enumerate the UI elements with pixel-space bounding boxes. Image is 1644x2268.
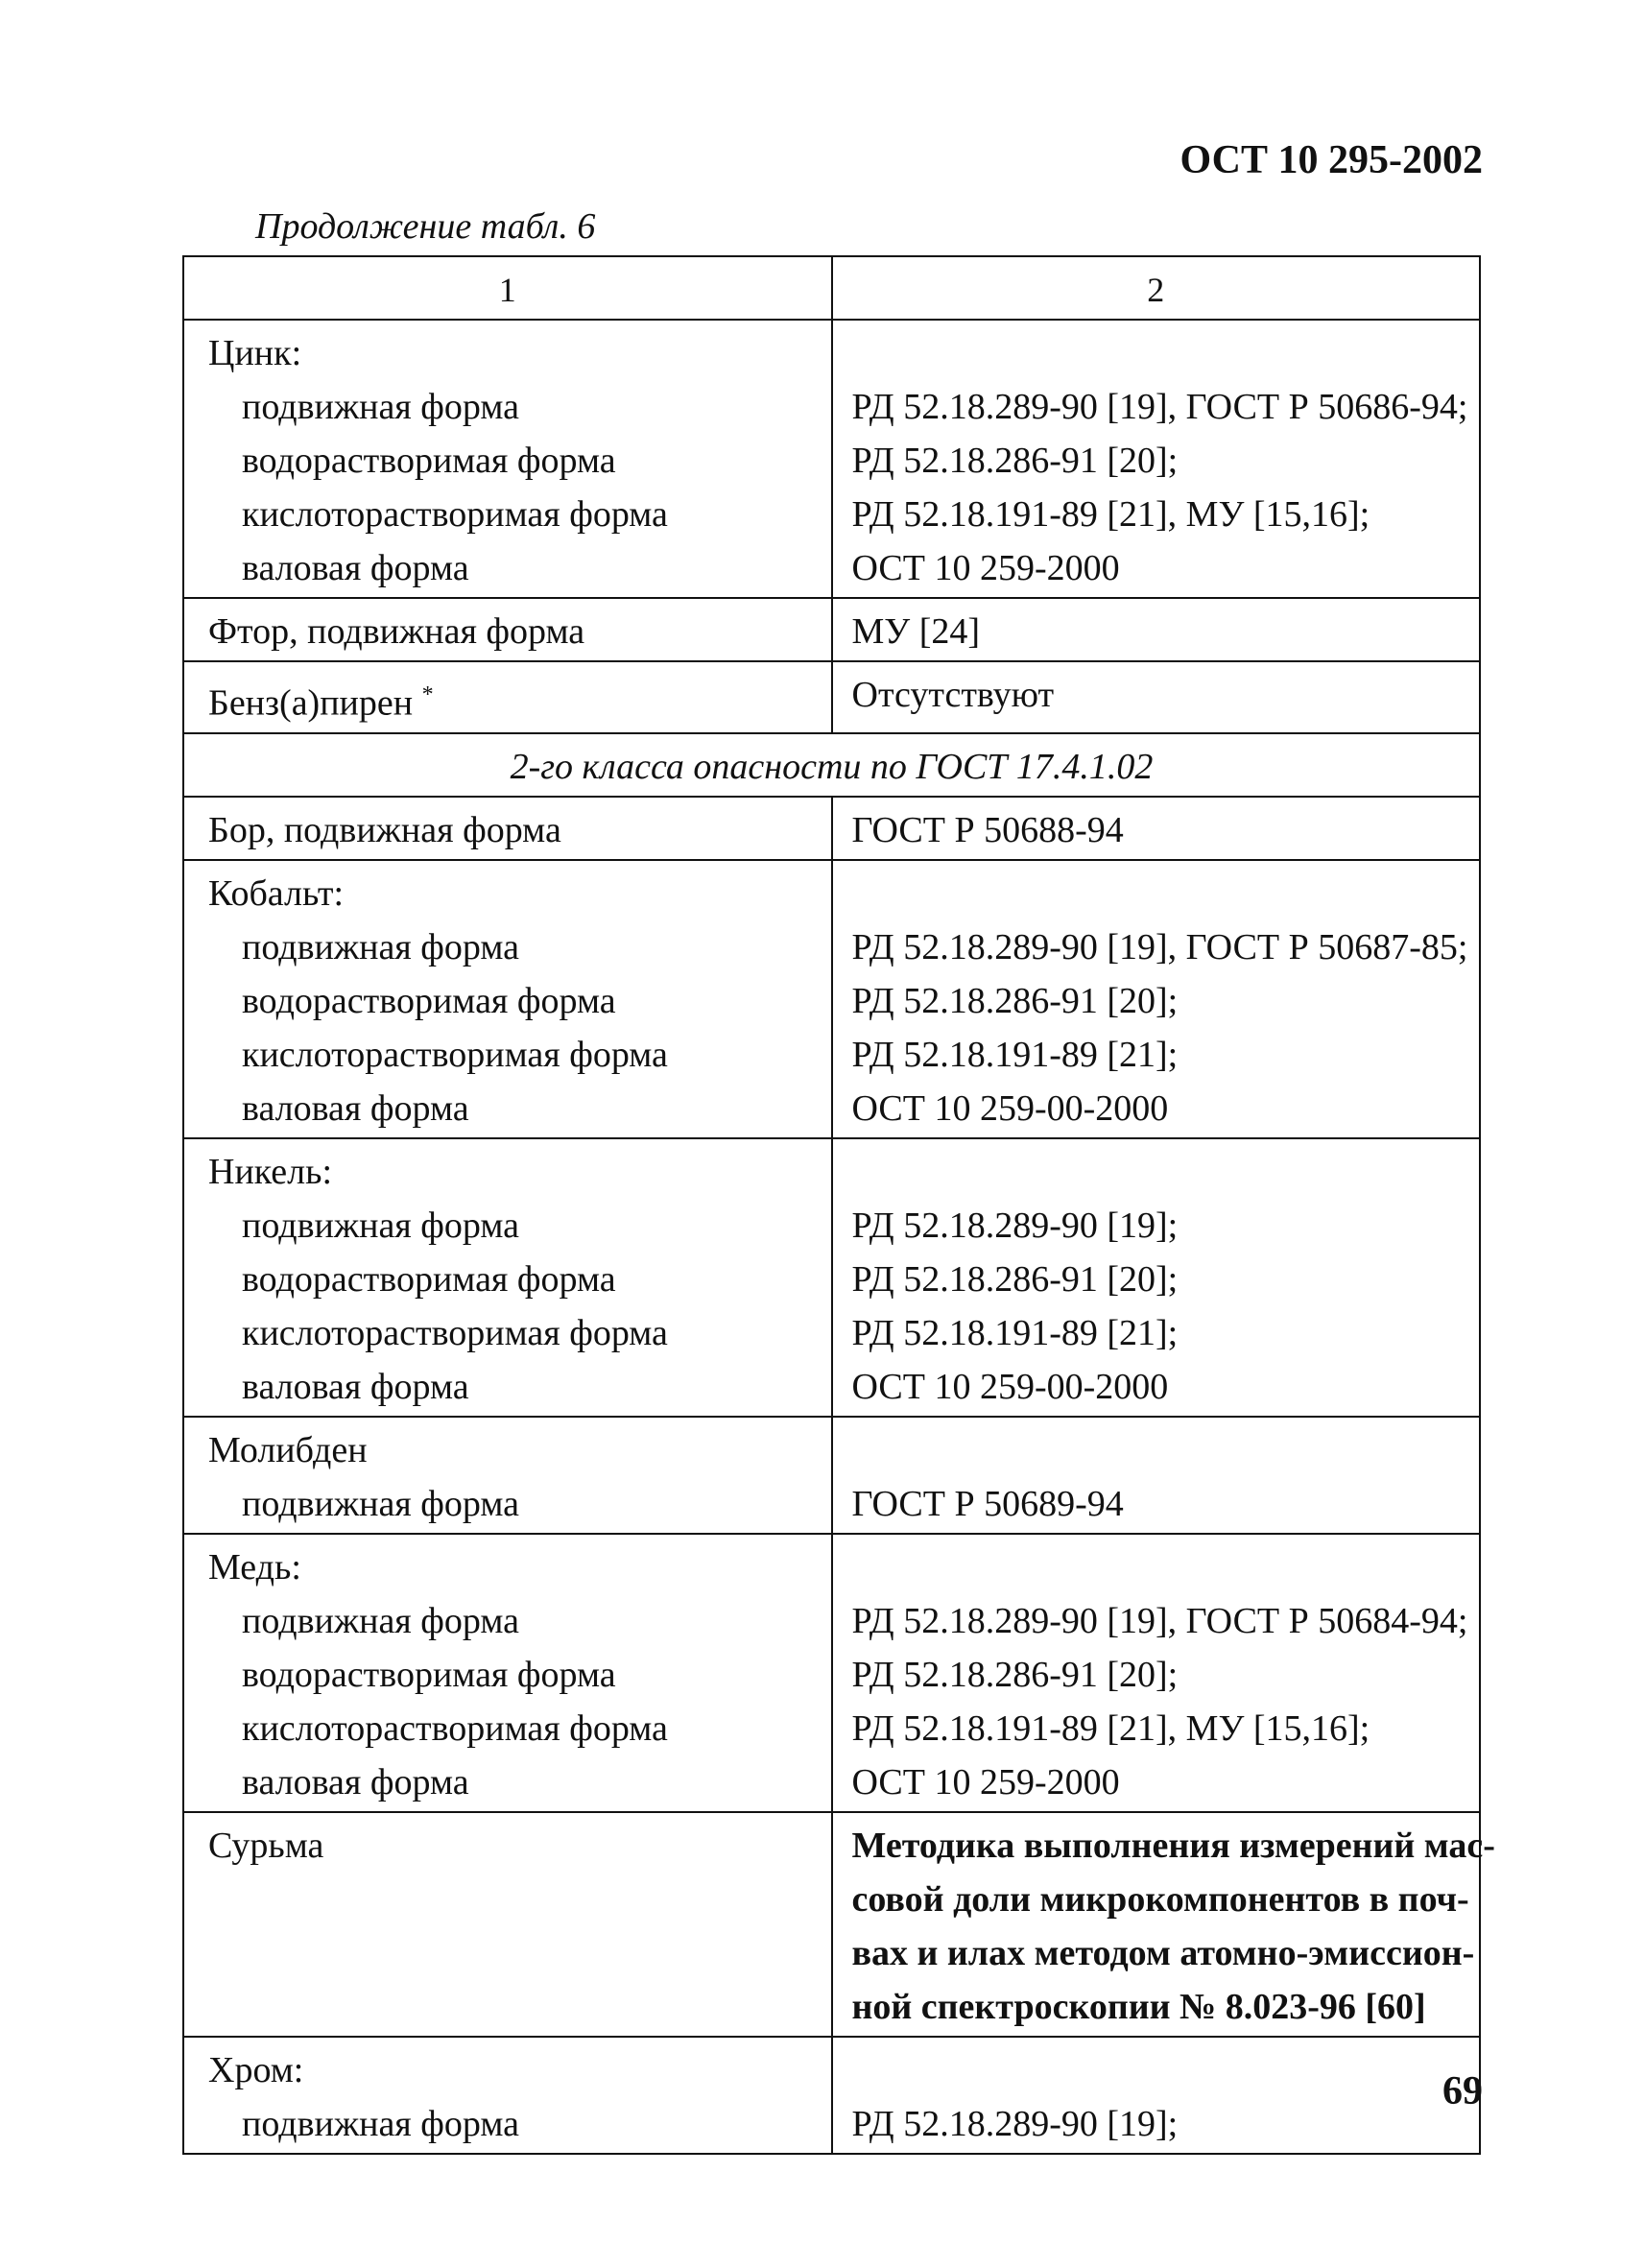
method-text: ОСТ 10 259-2000 (851, 1761, 1120, 1802)
table-row-cobalt (183, 860, 1480, 1138)
form-label: кислоторастворимая форма (242, 1034, 668, 1075)
method-text: РД 52.18.289-90 [19]; (851, 1205, 1179, 1246)
element-name: Бор, подвижная форма (183, 797, 832, 860)
method-text: Отсутствуют (832, 661, 1481, 733)
form-label: кислоторастворимая форма (242, 1707, 668, 1749)
form-label: водорастворимая форма (242, 1654, 616, 1695)
table-row-fluorine (183, 598, 1480, 661)
element-name: Цинк: (208, 333, 302, 373)
method-text: РД 52.18.289-90 [19]; (851, 2103, 1179, 2144)
form-label: валовая форма (242, 1087, 469, 1129)
method-text: вах и илах методом атомно-эмиссион- (851, 1932, 1475, 1973)
method-text: РД 52.18.286-91 [20]; (851, 441, 1179, 481)
methods-table (182, 255, 1495, 2155)
element-cell (183, 2037, 832, 2154)
method-text: ОСТ 10 259-00-2000 (851, 1087, 1169, 1129)
page-number: 69 (1442, 2069, 1483, 2113)
method-text: МУ [24] (832, 598, 1481, 661)
element-name: Никель: (208, 1151, 333, 1192)
element-cell (183, 1534, 832, 1812)
section-header-row (183, 733, 1480, 797)
method-text: РД 52.18.289-90 [19], ГОСТ Р 50687-85; (851, 926, 1468, 967)
table-row-copper (183, 1534, 1480, 1812)
method-cell (832, 1812, 1495, 2037)
method-text: РД 52.18.286-91 [20]; (851, 1258, 1179, 1300)
table-row-nickel (183, 1138, 1480, 1417)
element-name: Медь: (208, 1546, 301, 1588)
method-cell (832, 1138, 1481, 1417)
form-label: валовая форма (242, 548, 469, 588)
document-code: ОСТ 10 295-2002 (1179, 138, 1483, 182)
element-cell (183, 661, 832, 733)
method-text: совой доли микрокомпонентов в поч- (851, 1878, 1469, 1920)
footnote-mark: * (421, 682, 434, 707)
section-title: 2-го класса опасности по ГОСТ 17.4.1.02 (183, 733, 1480, 797)
element-cell (183, 1417, 832, 1534)
element-cell (183, 320, 832, 598)
element-name: Бенз(а)пирен (208, 682, 414, 724)
table-row-antimony (183, 1812, 1480, 2037)
method-text: РД 52.18.286-91 [20]; (851, 980, 1179, 1021)
form-label: подвижная форма (242, 387, 519, 427)
element-cell (183, 860, 832, 1138)
column-number-row (183, 256, 1480, 320)
form-label: водорастворимая форма (242, 1258, 616, 1300)
method-cell (832, 1534, 1481, 1812)
method-text: РД 52.18.289-90 [19], ГОСТ Р 50686-94; (851, 387, 1468, 427)
method-text: ной спектроскопии № 8.023-96 [60] (851, 1986, 1426, 2027)
element-name: Фтор, подвижная форма (183, 598, 832, 661)
method-text: ГОСТ Р 50689-94 (851, 1483, 1124, 1524)
form-label: кислоторастворимая форма (242, 1312, 668, 1353)
form-label: кислоторастворимая форма (242, 494, 668, 535)
method-text: РД 52.18.289-90 [19], ГОСТ Р 50684-94; (851, 1600, 1468, 1641)
table-caption: Продолжение табл. 6 (255, 206, 596, 247)
column-number-1: 1 (183, 256, 832, 320)
method-cell (832, 320, 1481, 598)
method-cell (832, 1417, 1481, 1534)
form-label: подвижная форма (242, 926, 519, 967)
table-row-zinc (183, 320, 1480, 598)
table-row-chromium (183, 2037, 1480, 2154)
table-row-molybdenum (183, 1417, 1480, 1534)
method-text: РД 52.18.191-89 [21]; (851, 1312, 1179, 1353)
form-label: валовая форма (242, 1761, 469, 1802)
table-row-boron (183, 797, 1480, 860)
method-text: ОСТ 10 259-00-2000 (851, 1366, 1169, 1407)
method-cell (832, 860, 1481, 1138)
form-label: водорастворимая форма (242, 980, 616, 1021)
form-label: водорастворимая форма (242, 441, 616, 481)
element-name: Кобальт: (208, 872, 344, 914)
element-name: Сурьма (183, 1812, 832, 2037)
element-name: Хром: (208, 2049, 304, 2090)
method-text: РД 52.18.191-89 [21], МУ [15,16]; (851, 1707, 1370, 1749)
method-text: ГОСТ Р 50688-94 (832, 797, 1481, 860)
form-label: валовая форма (242, 1366, 469, 1407)
column-number-2: 2 (832, 256, 1481, 320)
form-label: подвижная форма (242, 2103, 519, 2144)
element-name: Молибден (208, 1429, 368, 1470)
form-label: подвижная форма (242, 1205, 519, 1246)
method-cell (832, 2037, 1481, 2154)
form-label: подвижная форма (242, 1600, 519, 1641)
form-label: подвижная форма (242, 1483, 519, 1524)
method-text: РД 52.18.191-89 [21], МУ [15,16]; (851, 494, 1370, 535)
method-text: РД 52.18.286-91 [20]; (851, 1654, 1179, 1695)
method-text: РД 52.18.191-89 [21]; (851, 1034, 1179, 1075)
table-row-benzapyrene (183, 661, 1480, 733)
element-cell (183, 1138, 832, 1417)
method-text: Методика выполнения измерений мас- (851, 1825, 1495, 1866)
method-text: ОСТ 10 259-2000 (851, 548, 1120, 588)
